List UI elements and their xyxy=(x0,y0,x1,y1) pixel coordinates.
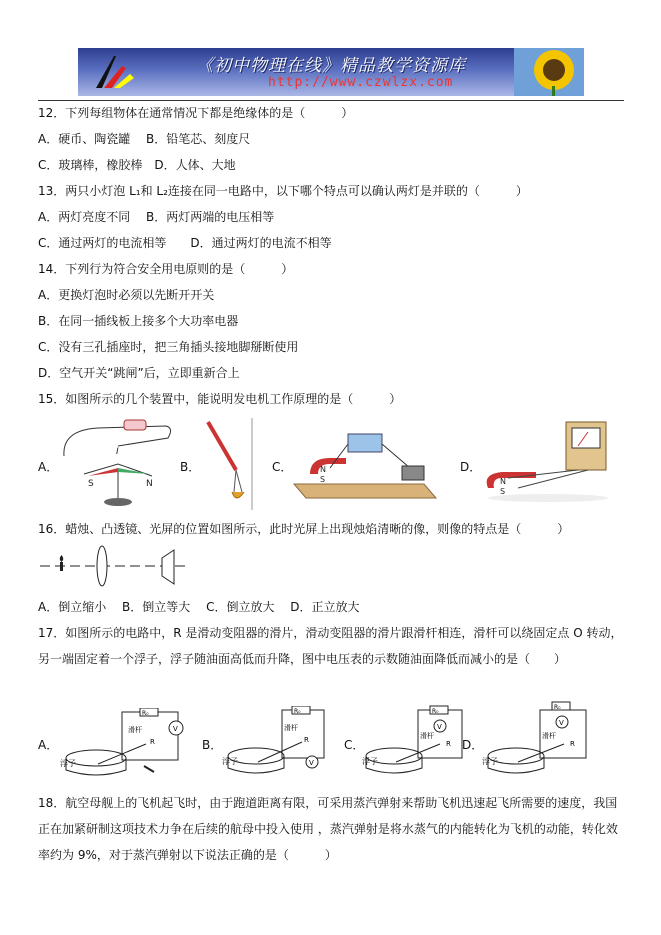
q17-label-c: C． xyxy=(344,738,365,752)
q15a-current-label: I xyxy=(116,447,119,457)
q15d-s-label: S xyxy=(500,487,506,496)
q17a-v-label: V xyxy=(173,725,178,733)
q14-option-d: D．空气开关“跳闸”后，立即重新合上 xyxy=(38,366,240,380)
q12-options-cd: C．玻璃棒，橡胶棒 D．人体、大地 xyxy=(38,158,236,172)
q18-stem: 18．航空母舰上的飞机起飞时，由于跑道距离有限，可采用蒸汽弹射来帮助飞机迅速起飞所需要的速度，我国正在加紧研制这项技术力争在后续的航母中投入使用 ，蒸汽弹射是将水蒸气的内能转化为飞机的动能，转化效率约为 9%，对于蒸汽弹射以下说法正确的是（ ） xyxy=(38,796,618,862)
q17-figure-c xyxy=(362,704,474,776)
q17c-r-label: R xyxy=(446,740,451,748)
header-rule xyxy=(38,100,624,101)
q17a-rod-label: 滑杆 xyxy=(128,726,142,734)
q16-stem: 16．蜡烛、凸透镜、光屏的位置如图所示，此时光屏上出现烛焰清晰的像，则像的特点是（ ） xyxy=(38,522,570,536)
q15-figure-d xyxy=(478,418,618,508)
q13-options-cd: C．通过两灯的电流相等 D．通过两灯的电流不相等 xyxy=(38,236,332,250)
sunflower-icon xyxy=(514,48,584,96)
q14-stem: 14．下列行为符合安全用电原则的是（ ） xyxy=(38,262,294,276)
q15-label-b: B． xyxy=(180,460,201,474)
q15-label-d: D． xyxy=(460,460,482,474)
q17-figure-b xyxy=(222,706,334,776)
q17b-v-label: V xyxy=(309,759,314,767)
q17c-float-label: 浮子 xyxy=(362,757,378,766)
q17-label-b: B． xyxy=(202,738,223,752)
q15d-n-label: N xyxy=(500,477,506,486)
q17c-r0-label: R₀ xyxy=(432,708,439,715)
q17-figure-a xyxy=(58,708,188,778)
q17a-r0-label: R₀ xyxy=(142,710,149,717)
q13-stem: 13．两只小灯泡 L₁和 L₂连接在同一电路中，以下哪个特点可以确认两灯是并联的（ ） xyxy=(38,184,528,198)
q16-options: A．倒立缩小 B．倒立等大 C．倒立放大 D．正立放大 xyxy=(38,600,360,614)
header-banner xyxy=(78,48,584,96)
q17d-float-label: 浮子 xyxy=(482,757,498,766)
q16-figure xyxy=(38,544,188,590)
q17c-v-label: V xyxy=(437,723,442,731)
q15-label-c: C． xyxy=(272,460,293,474)
q17a-float-label: 浮子 xyxy=(60,759,76,768)
q12-options-ab: A．硬币、陶瓷罐 B．铅笔芯、刻度尺 xyxy=(38,132,251,146)
q15-figure-b xyxy=(196,418,256,510)
q15c-s-label: S xyxy=(320,475,326,484)
q15-label-a: A． xyxy=(38,460,59,474)
q17-figure-d xyxy=(482,700,602,776)
q17b-r0-label: R₀ xyxy=(294,708,301,715)
q17-stem: 17．如图所示的电路中，R 是滑动变阻器的滑片，滑动变阻器的滑片跟滑杆相连，滑杆可以绕固定点 O 转动，另一端固定着一个浮子，浮子随油面高低而升降，图中电压表的示数随油面降低而减小的是（ ） xyxy=(38,626,623,666)
q15c-n-label: N xyxy=(320,465,326,474)
q15a-s-label: S xyxy=(88,479,94,489)
q17b-r-label: R xyxy=(304,736,309,744)
q17c-rod-label: 滑杆 xyxy=(420,732,434,740)
q13-options-ab: A．两灯亮度不同 B．两灯两端的电压相等 xyxy=(38,210,275,224)
banner-title: 《初中物理在线》精品教学资源库 xyxy=(196,56,466,76)
banner-url: http://www.czwlzx.com xyxy=(268,75,454,90)
q17d-r0-label: R₀ xyxy=(554,704,561,711)
q17d-v-label: V xyxy=(559,719,564,727)
logo-icon xyxy=(88,52,138,92)
q12-stem: 12．下列每组物体在通常情况下都是绝缘体的是（ ） xyxy=(38,106,354,120)
q17-label-a: A． xyxy=(38,738,59,752)
q15-figure-c xyxy=(290,428,440,508)
q17-label-d: D． xyxy=(462,738,484,752)
q17a-r-label: R xyxy=(150,738,155,746)
q15-figure-a xyxy=(58,416,176,510)
q15-stem: 15．如图所示的几个装置中，能说明发电机工作原理的是（ ） xyxy=(38,392,402,406)
q15a-n-label: N xyxy=(146,479,153,489)
q17d-r-label: R xyxy=(570,740,575,748)
q17b-float-label: 浮子 xyxy=(222,757,238,766)
q14-option-a: A．更换灯泡时必须以先断开开关 xyxy=(38,288,215,302)
q14-option-c: C．没有三孔插座时，把三角插头接地脚掰断使用 xyxy=(38,340,299,354)
q17b-rod-label: 滑杆 xyxy=(284,724,298,732)
q17d-rod-label: 滑杆 xyxy=(542,732,556,740)
q14-option-b: B．在同一插线板上接多个大功率电器 xyxy=(38,314,239,328)
